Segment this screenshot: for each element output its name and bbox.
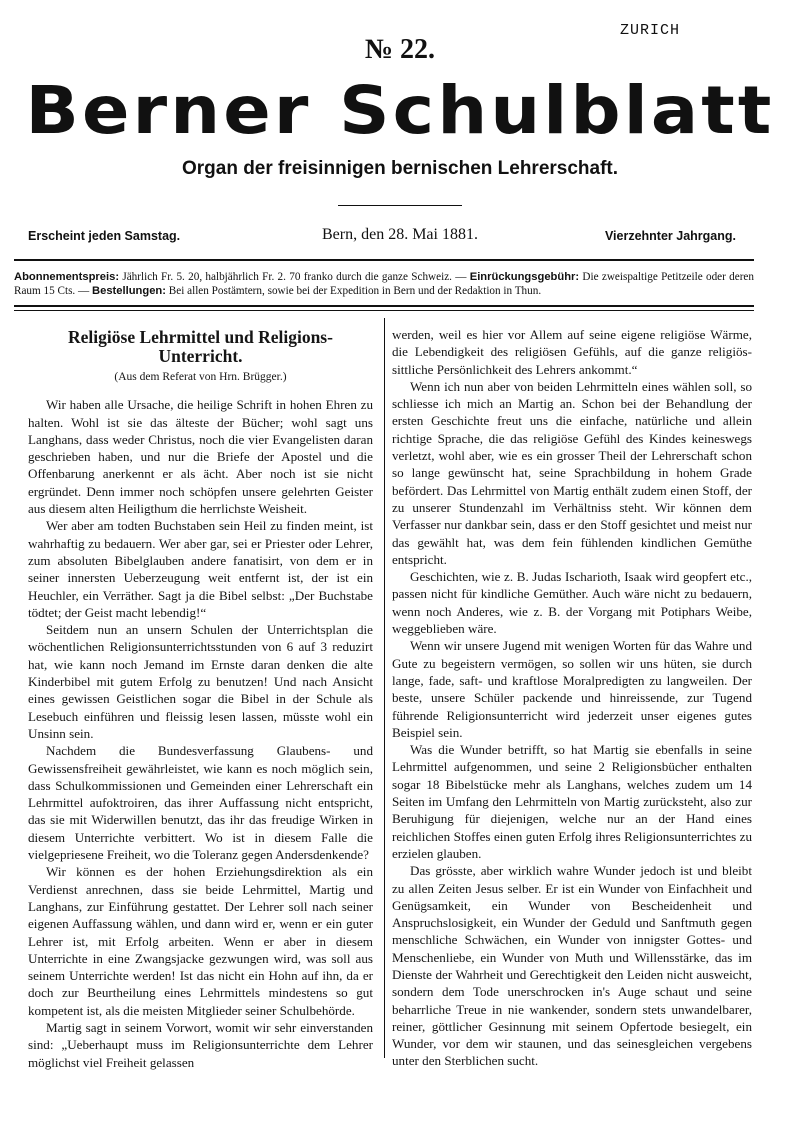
article-title: Religiöse Lehrmittel und Religions-Unterricht. (68, 327, 333, 366)
header-rule-thin (14, 310, 754, 311)
header-rule-top (14, 259, 754, 261)
title-divider (338, 205, 462, 206)
subscription-price-label: Abonnementspreis: (14, 271, 120, 283)
ad-fee-text: Die zweispaltige Petitzeile oder deren Raum 15 Cts. — (14, 271, 754, 297)
article-paragraph: Wir können es der hohen Erziehungsdirektion als ein Verdienst anrechnen, dass sie beide Lehrmittel, Martig und Langhans, zur Einführung gestattet. Der Lehrer soll nach seiner eigenen Auffassung wählen, und dann wird er, wenn er ein guter Lehrer ist, mit Erfolg arbeiten. Wenn er aber in diesem Unterrichte in eine Zwangsjacke gezwungen wird, was soll aus seinem Unterrichte werden! Ist das nicht ein Hohn auf ihn, da er doch zur Beurtheilung eines Lehrmittels mindestens so gut kompetent ist, als die meisten Mitglieder seiner Schulbehörde. (28, 864, 373, 1018)
archive-stamp: ZURICH (620, 22, 681, 39)
volume-year: Vierzehnter Jahrgang. (604, 229, 736, 243)
article-paragraph: Das grösste, aber wirklich wahre Wunder jedoch ist und bleibt zu allen Zeiten Jesus selber. Er ist ein Wunder von Einfachheit und Genügsamkeit, ein Wunder von Bescheidenheit und Anspruchslosigkeit, ein Wunder der Geduld und Sanftmuth gegen menschliche Schwächen, ein Wunder von innigster Gottes- und Menschenliebe, ein Wunder von Muth und Willensstärke, das im Dienste der Wahrheit und Gerechtigkeit den Leiden nicht ausweicht, sondern dem Tode unerschrocken in's Auge schaut und seine beharrliche Treue in nie wankender, sondern stets unwandelbarer, reiner, göttlicher Gesinnung mit seinem Opfertode besiegelt, ein Wunder, vor dem wir staunen, und das seinesgleichen vergebens unter den Sterblichen sucht. (392, 863, 752, 1069)
article-paragraph: Martig sagt in seinem Vorwort, womit wir sehr einverstanden sind: „Ueberhaupt muss im Religionsunterrichte dem Lehrer möglichst viel Freiheit gelassen (28, 1019, 373, 1070)
subscription-info (14, 270, 754, 298)
article-right-column (392, 326, 752, 1070)
column-divider (384, 318, 385, 1058)
publication-frequency: Erscheint jeden Samstag. (28, 229, 181, 243)
article-source: (Aus dem Referat von Hrn. Brügger.) (114, 371, 287, 383)
article-paragraph: Wenn wir unsere Jugend mit wenigen Worten für das Wahre und Gute zu begeistern vermögen, so sollen wir uns hüten, sie durch lange, fade, saft- und kraftlose Moralpredigten zu langweilen. Der beste, unsere Schüler packende und hinreissende, zur Tugend führende Religionsunterricht wird jederzeit unser eigenes gutes Beispiel sein. (392, 638, 752, 740)
article-left-column (28, 328, 373, 1071)
ad-fee-label: Einrückungsgebühr: (469, 271, 580, 283)
article-paragraph: Seitdem nun an unsern Schulen der Unterrichtsplan die wöchentlichen Religionsunterrichtsstunden von 6 auf 3 reduzirt hat, wie kann noch Jemand im Ernste daran denken die alte Kinderbibel mit gutem Erfolg zu benutzen! Und nach Ansicht eines gewissen Geistlichen sogar die Bibel in der Schule als Lesebuch einführen und fleissig lesen lassen, müsste wohl ein Unsinn sein. (28, 622, 373, 741)
publication-date: Bern, den 28. Mai 1881. (322, 226, 478, 243)
article-paragraph: Wenn ich nun aber von beiden Lehrmitteln eines wählen soll, so schliesse ich mich an Martig an. Schon bei der Behandlung der ersten Geschichte freut uns die einfache, natürliche und allein richtige Sprache, die das religiöse Gefühl des Kindes keineswegs verletzt, wohl aber, wie es ein grosser Theil der Lehrerschaft schon so lange gewünscht hat, seine Sprachbildung in hohem Grade befördert. Das Lehrmittel von Martig enthält zudem einen Stoff, der zu unserer Stundenzahl im Verhältniss steht. Wir können dem Verfasser nur dankbar sein, dass er den Stoff gesichtet und meist nur das gewählt hat, was dem fein fühlenden kindlichen Gemüthe entspricht. (392, 378, 752, 567)
orders-text: Bei allen Postämtern, sowie bei der Expedition in Bern und der Redaktion in Thun. (166, 285, 542, 297)
article-paragraph: Wir haben alle Ursache, die heilige Schrift in hohen Ehren zu halten. Wohl ist sie das älteste der Bücher; wohl sagt uns Langhans, dass weder Christus, noch die vier Evangelisten daran geschrieben haben, und nur die Briefe der Apostel und die Offenbarung anerkennt er als ächt. Aber noch ist sie nicht ergründet. Denn immer noch schöpfen unsere gelehrten Geister aus diesem alten Heiligthum die herrlichste Weisheit. (28, 397, 373, 517)
masthead-subtitle: Organ der freisinnigen bernischen Lehrerschaft. (181, 158, 619, 179)
article-paragraph: Nachdem die Bundesverfassung Glaubens- und Gewissensfreiheit gewährleistet, wie kann es noch möglich sein, dass Schulkommissionen und Gemeinden einer Lehrerschaft ein Lehrmittel aufoktroiren, das ihrer Auffassung nicht entspricht, das sie mit Widerwillen benutzt, das ihr das freudige Wirken in diesem Unterrichte verbittert. Wo ist in diesem Falle die vielgepriesene Freiheit, wo die Toleranz gegen Andersdenkende? (28, 743, 373, 863)
article-paragraph: Was die Wunder betrifft, so hat Martig sie ebenfalls in seine Lehrmittel aufgenommen, und seine 2 Religionsbücher enthalten sogar 18 Bibelstücke mehr als Langhans, welches zudem um 14 Seiten im Umfang den Lehrmitteln von Martig zurücksteht, also zur Beruhigung für diejenigen, welche nur an der Hand eines reichlichen Stoffes einen guten Erfolg ihres Religionsunterrichtes zu erzielen glauben. (392, 742, 752, 861)
article-paragraph: Wer aber am todten Buchstaben sein Heil zu finden meint, ist wahrhaftig zu bedauern. Wer aber gar, sei er Priester oder Lehrer, zum absoluten Bibelglauben andere fanatisirt, von dem er in seiner innersten Ueberzeugung weit entfernt ist, der ist ein Heuchler, ein Verräther. Sagt ja die Bibel selbst: „Der Buchstabe tödtet; der Geist macht lebendig!“ (28, 518, 373, 620)
orders-label: Bestellungen: (92, 285, 166, 297)
header-rule-bottom (14, 305, 754, 307)
issue-number: № 22. (364, 34, 436, 65)
subscription-price-text: Jährlich Fr. 5. 20, halbjährlich Fr. 2. 70 franko durch die ganze Schweiz. — (119, 271, 470, 283)
article-paragraph: Geschichten, wie z. B. Judas Ischarioth, Isaak wird geopfert etc., passen nicht für kindliche Gemüther. Auch wäre nicht zu bedauern, wenn noch Anderes, wie z. B. der Vorgang mit Potiphars Weibe, weggeblieben wäre. (392, 569, 752, 637)
article-paragraph-continued: werden, weil es hier vor Allem auf seine eigene religiöse Wärme, die Lebendigkeit des religiösen Gefühls, auf die ganze religiös-sittliche Persönlichkeit des Lehrers ankommt.“ (392, 327, 752, 377)
masthead-title: Berner Schulblatt (25, 72, 775, 149)
